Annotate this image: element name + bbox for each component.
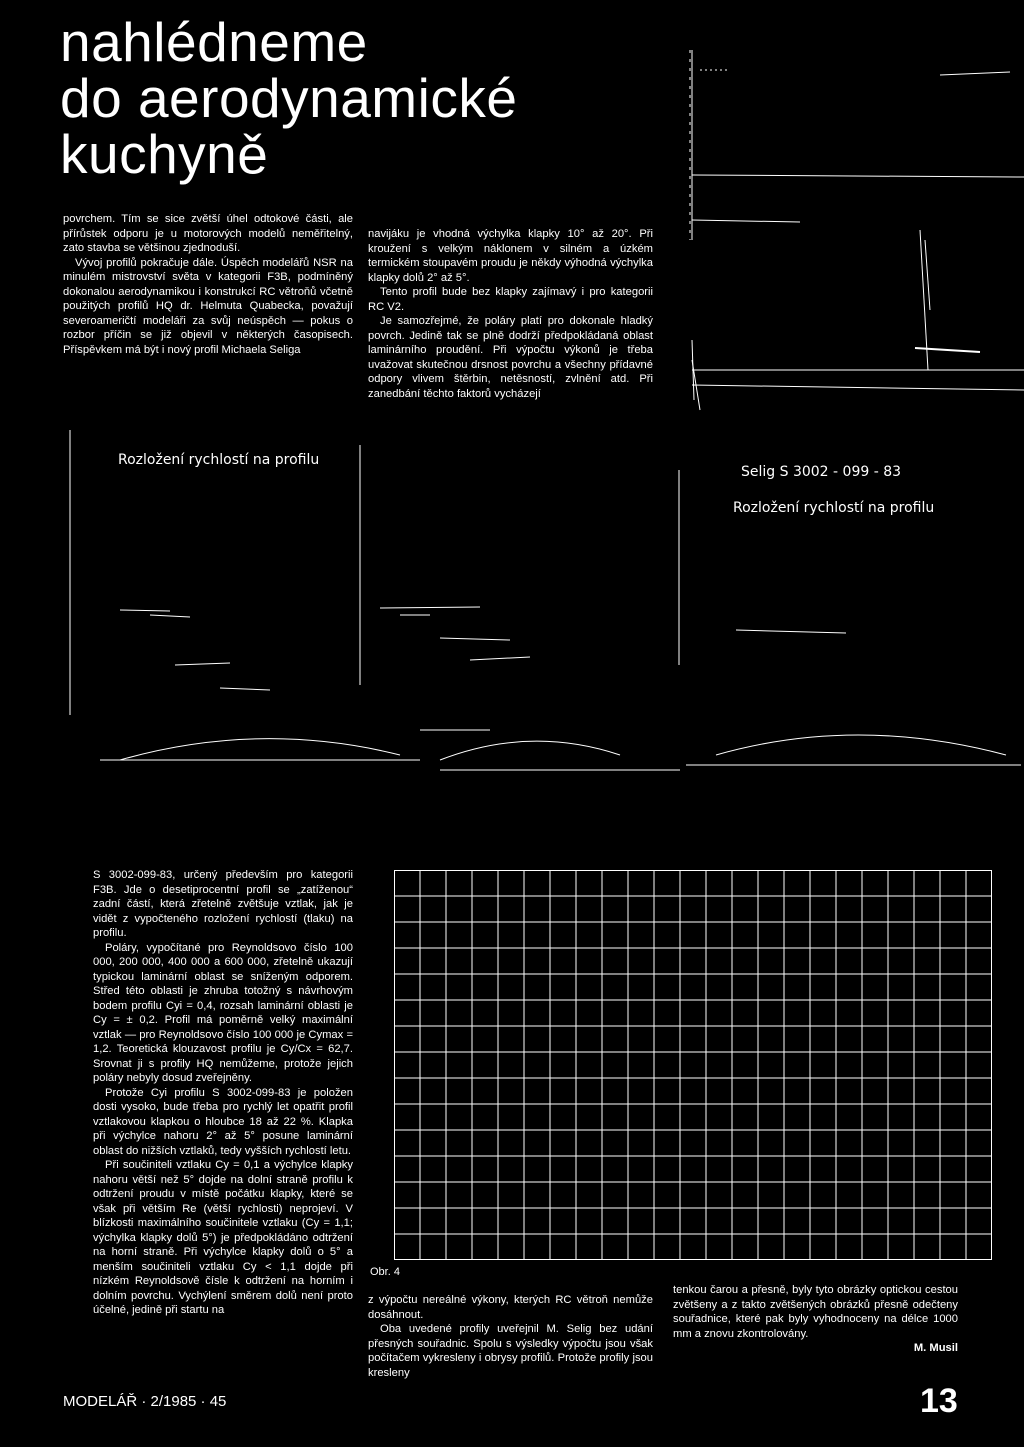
title-line-3: kuchyně (60, 123, 269, 185)
top-right-velocity-plot (680, 40, 1024, 410)
paragraph: Oba uvedené profily uveřejnil M. Selig bez udání přesných souřadnic. Spolu s výsledky výpočtu jsou však počítačem vykresleny i obrysy profilů. Protože profily jsou kresleny (368, 1323, 653, 1379)
text-column-5 (673, 1283, 958, 1356)
text-column-4 (368, 1293, 653, 1380)
paragraph: navijáku je vhodná výchylka klapky 10° až 20°. Při kroužení s velkým náklonem v silném a úzkém termickém stoupavém proudu je někdy výhodná výchylka klapky dolů 2° až 5°. (368, 228, 653, 284)
paragraph: tenkou čarou a přesně, byly tyto obrázky optickou cestou zvětšeny a z takto zvětšených obrázků přesně odečteny souřadnice, které pak byly vyhodnoceny na délce 1000 mm a znovu zkontrolovány. (673, 1284, 958, 1340)
figure-left-label: Rozložení rychlostí na profilu (118, 452, 320, 468)
figure-caption: Obr. 4 (370, 1266, 400, 1278)
text-column-2 (368, 227, 653, 401)
text-column-3 (93, 868, 353, 1318)
paragraph: z výpočtu nereálné výkony, kterých RC větroň nemůže dosáhnout. (368, 1294, 653, 1321)
polar-grid-figure (394, 870, 992, 1260)
paragraph: Tento profil bude bez klapky zajímavý i pro kategorii RC V2. (368, 286, 653, 313)
title-line-2: do aerodynamické (60, 67, 518, 129)
figure-right-label: Rozložení rychlostí na profilu (733, 500, 935, 516)
text-column-1 (63, 212, 353, 357)
footer-magazine: MODELÁŘ · 2/1985 · 45 (63, 1393, 227, 1410)
paragraph: povrchem. Tím se sice zvětší úhel odtokové části, ale přírůstek odporu je u motorových modelů neměřitelný, zato stavba se většinou zjednoduší. (63, 213, 353, 254)
paragraph: Při součiniteli vztlaku Cy = 0,1 a výchylce klapky nahoru větší než 5° dojde na dolní straně profilu k odtržení proudu v místě počátku klapky, které se však při větším Re (větší rychlosti) neprojeví. V blízkosti maximálního součinitele vztlaku (Cy = 1,1; výchylka klapky dolů 5°) je předpokládáno odtržení na horní straně. Při výchylce klapky dolů o 5° a menším součiniteli vztlaku Cy < 1,1 dojde při nízkém Reynoldsově čísle k odtržení na horním i dolním povrchu. Vychýlení směrem dolů není proto účelné, jedině při startu na (93, 1159, 353, 1316)
author-signature: M. Musil (913, 1342, 958, 1354)
article-title (60, 11, 518, 185)
title-line-1: nahlédneme (60, 11, 368, 73)
paragraph: Je samozřejmé, že poláry platí pro dokonale hladký povrch. Jedině tak se plně dodrží předpokládaná oblast laminárního proudění. Při výpočtu výkonů je třeba uvažovat skutečnou drsnost povrchu a všechny přídavné odpory vlivem štěrbin, netěsností, zvlnění atd. Při zanedbání těchto faktorů vycházejí (368, 315, 653, 400)
paragraph: Protože Cyi profilu S 3002-099-83 je položen dosti vysoko, bude třeba pro rychlý let opatřit profil vztlakovou klapkou o hloubce 18 až 22 %. Klapka při výchylce nahoru 2° až 5° posune laminární oblast do nižších vztlaků, tedy vyšších rychlostí letu. (93, 1086, 353, 1157)
paragraph: S 3002-099-83, určený především pro kategorii F3B. Jde o desetiprocentní profil se „zatíženou“ zadní částí, která zřetelně zvětšuje vztlak, jak je vidět z vypočteného rozložení rychlostí (tlaku) na profilu. (93, 869, 353, 939)
figure-left-graphic (60, 425, 680, 785)
figure-right-title: Selig S 3002 - 099 - 83 (741, 464, 902, 480)
paragraph: Vývoj profilů pokračuje dále. Úspěch modelářů NSR na minulém mistrovství světa v kategorii F3B, podmíněný dokonalou aerodynamikou i konstrukcí RC větroňů včetně použitých profilů HQ dr. Helmuta Quabecka, považují severoameričtí modeláři za svůj neúspěch — pokus o rozbor příčin se již objevil v některých časopisech. Příspěvkem má být i nový profil Michaela Seliga (63, 256, 353, 356)
paragraph: Poláry, vypočítané pro Reynoldsovo číslo 100 000, 200 000, 400 000 a 600 000, zřetelně ukazují typickou laminární oblast se sníženým odporem. Střed této oblasti je zhruba totožný s návrhovým bodem profilu Cyi = 0,4, rozsah laminární oblasti je Cy = ± 0,2. Profil má poměrně velký maximální vztlak — pro Reynoldsovo číslo 100 000 je Cymax = 1,2. Teoretická klouzavost profilu je Cy/Cx = 62,7. Srovnat ji s profily HQ nemůžeme, protože jejich poláry nebyly dosud zveřejněny. (93, 941, 353, 1084)
page-number: 13 (920, 1382, 958, 1420)
